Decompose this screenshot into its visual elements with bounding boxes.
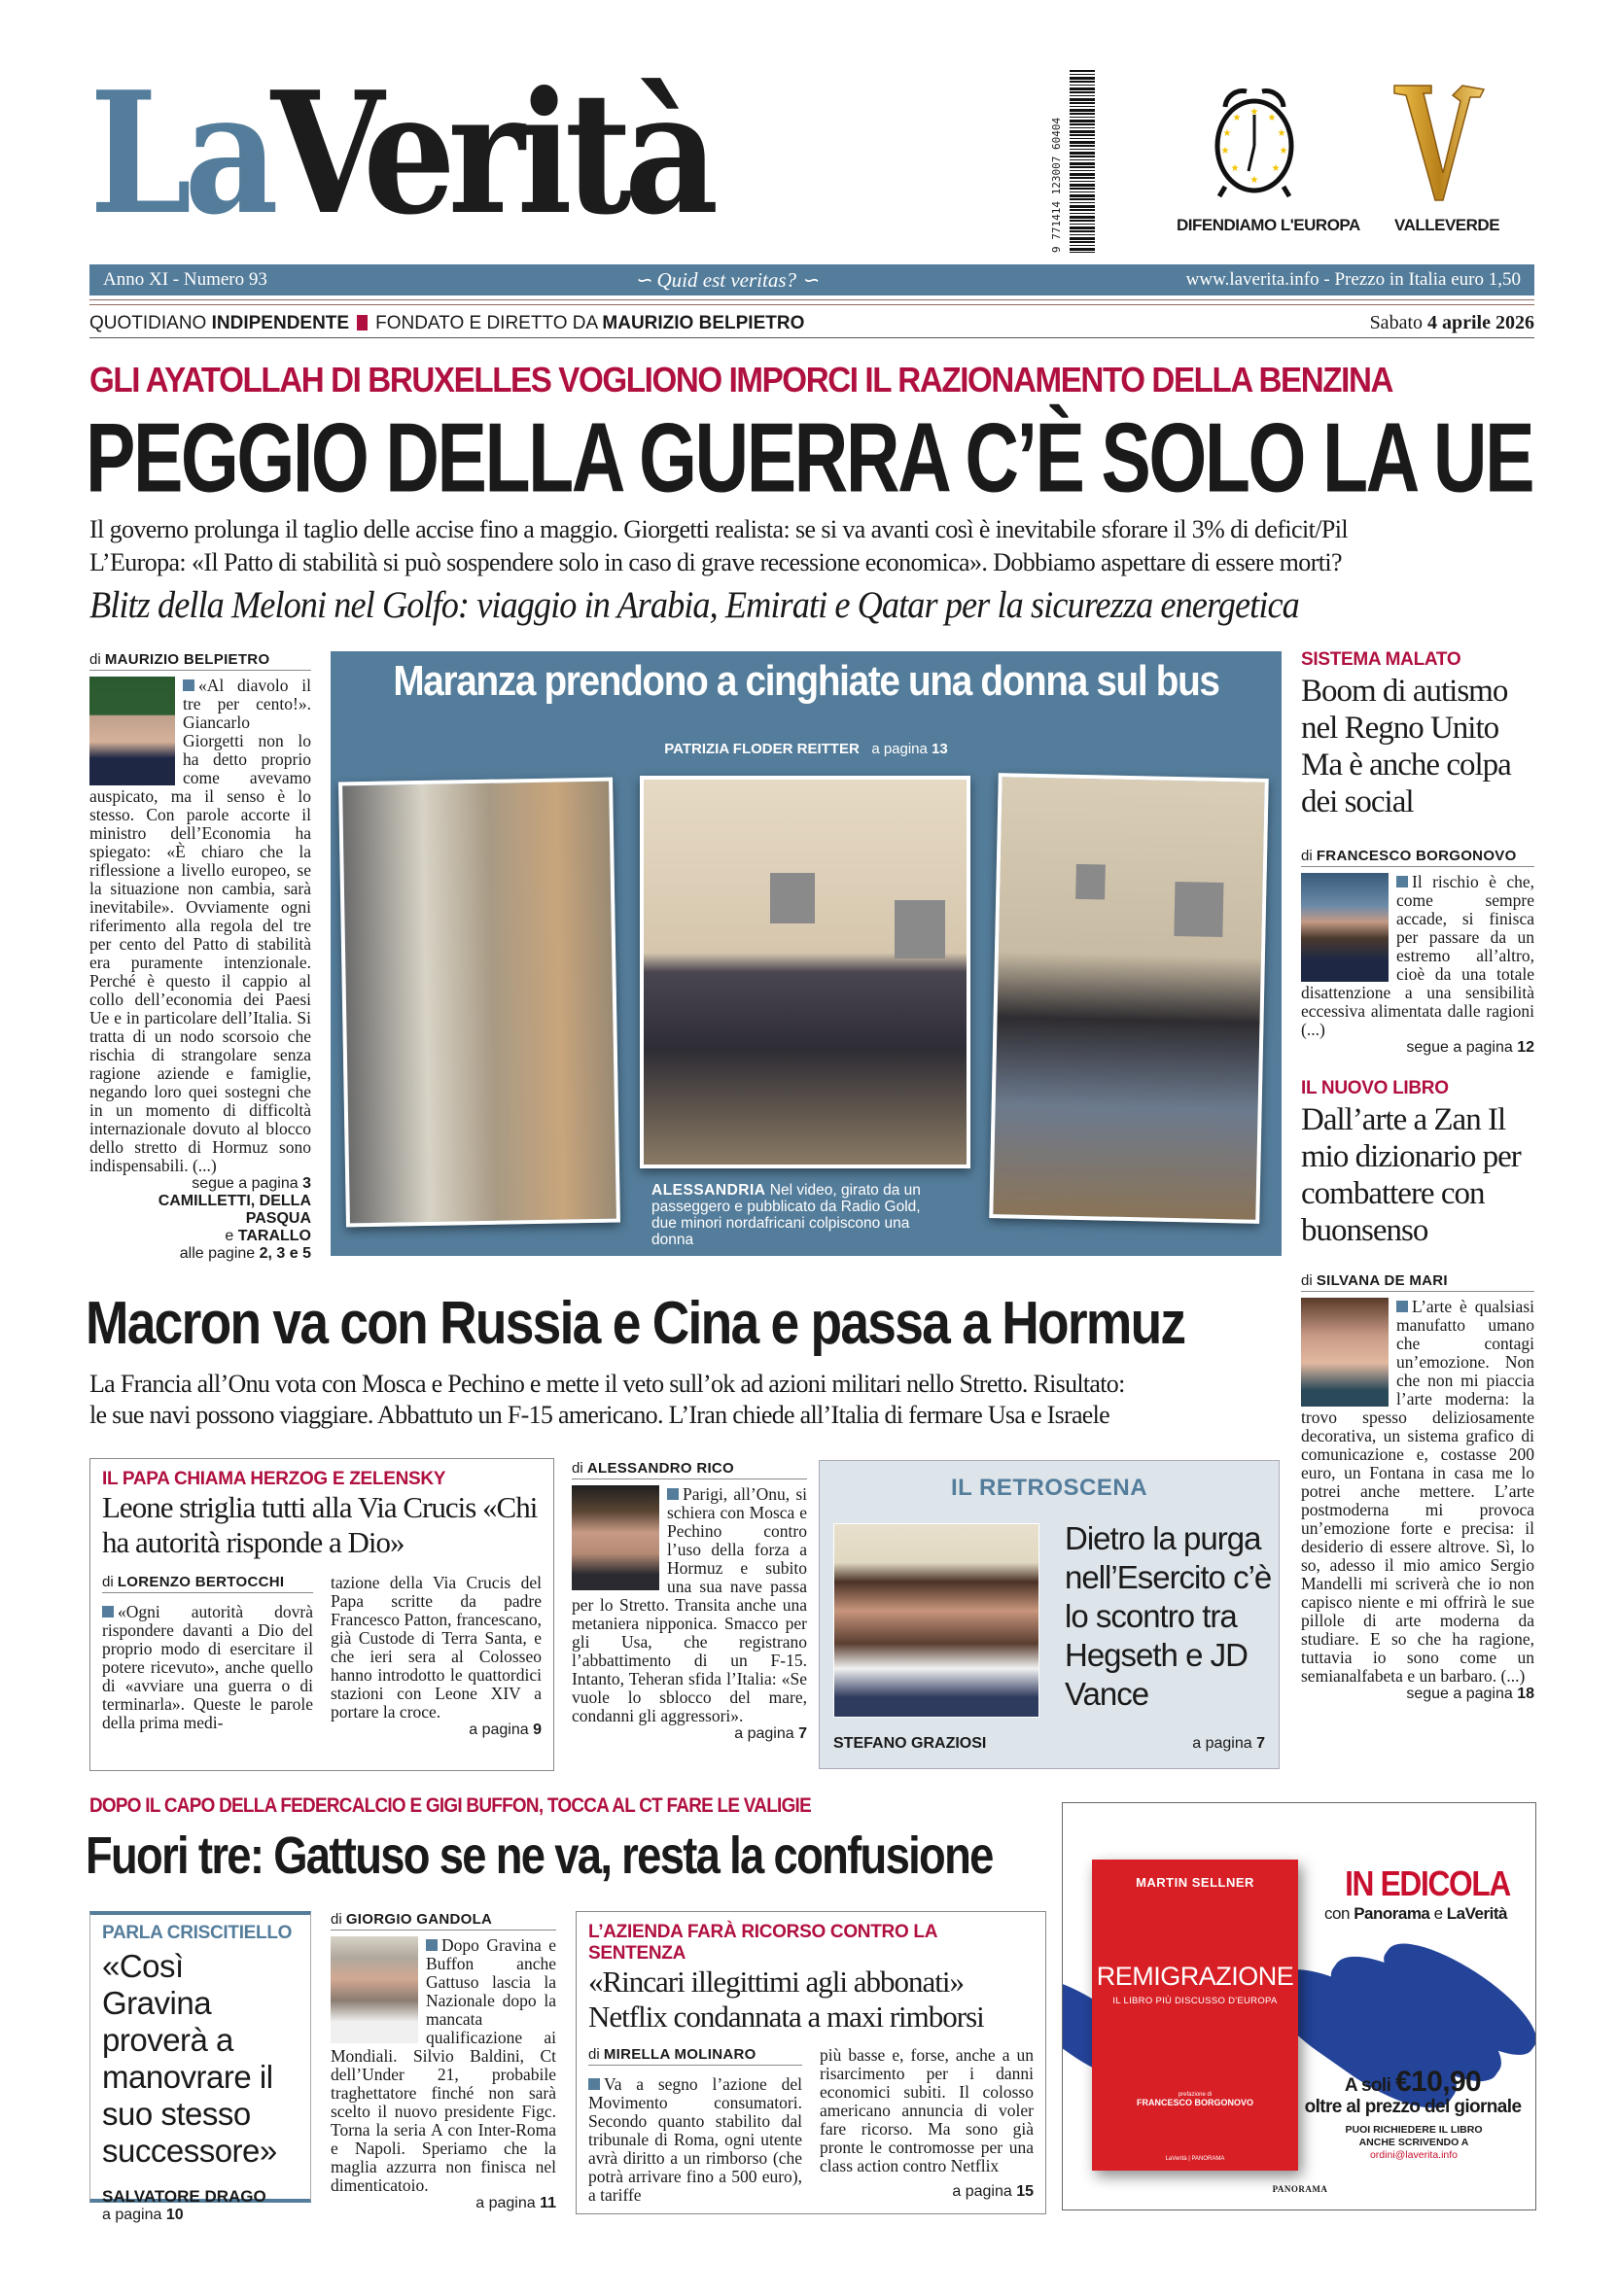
censor-box (1075, 864, 1106, 900)
masthead-subline (89, 309, 1534, 338)
svg-text:★: ★ (1277, 128, 1286, 139)
retroscena-box (819, 1460, 1280, 1769)
founder-line: QUOTIDIANO INDIPENDENTE FONDATO E DIRETTO DA MAURIZIO BELPIETRO (89, 312, 805, 333)
page-link[interactable]: a pagina 9 (469, 1722, 542, 1738)
article-body: Va a segno l’azione del Movimento consumatori. Secondo quanto stabilito dal tribunale di Roma, ogni utente avrà diritto a un rimborso (che potrà arrivare fino a 500 euro), a tariffe (588, 2074, 802, 2205)
criscitiello-box (89, 1911, 311, 2223)
svg-text:★: ★ (1249, 175, 1259, 186)
ad-headline: IN EDICOLA (1345, 1863, 1510, 1903)
page-link[interactable]: a pagina 10 (102, 2207, 184, 2223)
lead-headline[interactable]: PEGGIO DELLA GUERRA C’È SOLO LA UE (86, 401, 1533, 512)
author-photo (331, 1936, 418, 2043)
bullet-square-icon (1396, 1301, 1408, 1312)
crisc-kicker: PARLA CRISCITIELLO (102, 1923, 293, 1943)
book-headline[interactable]: Dall’arte a Zan Il mio dizionario per combattere con buonsenso (1301, 1102, 1521, 1248)
byline: di ALESSANDRO RICO (572, 1460, 807, 1479)
book-advertisement[interactable] (1062, 1802, 1536, 2210)
retroscena-headline[interactable]: Dietro la purga nell’Esercito c’è lo scontro tra Hegseth e JD Vance (1065, 1520, 1272, 1712)
video-frame-2 (640, 776, 970, 1168)
svg-text:★: ★ (1249, 107, 1259, 118)
bullet-square-icon (426, 1939, 438, 1951)
censor-box (895, 900, 945, 958)
photo-story-headline[interactable]: Maranza prendono a cinghiate una donna sul bus (393, 657, 1219, 705)
article-body: Il rischio è che, come sempre accade, si finisca per passare da un estremo all’altro, cioè da una totale disattenzione a una sensibilità eccessiva alimentata dalle ragioni (...) (1301, 872, 1534, 1039)
censor-box (1174, 882, 1223, 937)
censor-box (770, 873, 815, 923)
byline: di MAURIZIO BELPIETRO (89, 651, 311, 671)
netflix-headline[interactable]: «Rincari illegittimi agli abbonati» Netflix condannata a maxi rimborsi (588, 1965, 984, 2034)
right-column (1301, 649, 1534, 1703)
related-authors: CAMILLETTI, DELLA PASQUA e TARALLO alle pagine 2, 3 e 5 (89, 1193, 311, 1263)
masthead-info-bar (89, 264, 1534, 296)
lead-italic-subheadline: Blitz della Meloni nel Golfo: viaggio in Arabia, Emirati e Qatar per la sicurezza energetica (89, 584, 1299, 626)
issue-date: Sabato 4 aprile 2026 (1369, 312, 1534, 333)
lead-subheadline: Il governo prolunga il taglio delle accise fino a maggio. Giorgetti realista: se si va avanti così è inevitabile sforare il 3% di deficit/Pil L’Europa: «Il Patto di stabilità si può sospendere solo in caso di grave recessione economica». Dobbiamo aspettare di essere morti? (89, 515, 1348, 576)
autism-kicker: SISTEMA MALATO (1301, 649, 1461, 670)
svg-text:★: ★ (1230, 163, 1240, 174)
article-body: Parigi, all’Onu, si schiera con Mosca e Pechino contro l’uso della forza a Hormuz e subito una sua nave passa per lo Stretto. Transita anche una metaniera nipponica. Smacco per gli Usa, che registrano l’abbattimento di un F-15. Intanto, Teheran sfida l’Italia: «Se vuole lo sblocco del mare, condanni gli aggressori». (572, 1484, 807, 1725)
sport-kicker: DOPO IL CAPO DELLA FEDERCALCIO E GIGI BUFFON, TOCCA AL CT FARE LE VALIGIE (89, 1794, 811, 1817)
newspaper-logo (89, 55, 712, 253)
macron-headline[interactable]: Macron va con Russia e Cina e passa a Hormuz (86, 1290, 1185, 1357)
barcode-icon (1070, 70, 1095, 253)
article-body: L’arte è qualsiasi manufatto umano che contagi un’emozione. Non che non mi piaccia l’arte moderna: la trovo spesso deliziosamente decorativa, un sistema grafico di comunicazione e, costasse 200 euro, un Fontana in casa me lo potrei anche mettere. L’arte postmoderna mi provoca un’emozione forte e precisa: il desiderio di essere altrove. Sì, lo so, adesso il mio amico Sergio Mandelli mi scriverà che io non capisco niente e mi offrirà le sue pillole di arte moderna da studiare. E so che ha ragione, tuttavia io sono come un semianalfabeta e un barbaro. (...) (1301, 1297, 1534, 1686)
continue-link[interactable]: segue a pagina 3 (192, 1175, 311, 1192)
svg-text:★: ★ (1267, 113, 1277, 123)
continue-link[interactable]: segue a pagina 12 (1406, 1039, 1534, 1056)
alarm-clock-icon (1212, 82, 1297, 198)
barcode-number: 9 771414 123007 60404 (1050, 117, 1063, 253)
article-body: Dopo Gravina e Buffon anche Gattuso lascia la Nazionale dopo la mancata qualificazione ai Mondiali. Silvio Baldini, Ct dell’Under 21, probabile traghettatore finché non sarà scelto il nuovo presidente Figc. Torna la seria A con Inter-Roma e Napoli. Speriamo che la maglia azzurra non finisca nel dimenticatoio. (331, 1935, 556, 2195)
video-frame-3 (989, 773, 1269, 1224)
papa-article-box (89, 1458, 554, 1771)
divider (89, 299, 1534, 305)
editorial-column (89, 651, 311, 1263)
book-cover: MARTIN SELLNER REMIGRAZIONE IL LIBRO PIÙ DISCUSSO D'EUROPA prefazione di FRANCESCO BORGONOVO LaVerità | PANORAMA (1092, 1860, 1298, 2171)
crisc-author: SALVATORE DRAGO (102, 2187, 266, 2206)
author-photo (89, 677, 175, 785)
sport-headline[interactable]: Fuori tre: Gattuso se ne va, resta la confusione (86, 1826, 993, 1885)
papa-headline[interactable]: Leone striglia tutti alla Via Crucis «Chi ha autorità risponde a Dio» (102, 1490, 538, 1559)
byline: di FRANCESCO BORGONOVO (1301, 848, 1534, 867)
article-body-continued: più basse e, forse, anche a un risarcimento per i danni economici subiti. Il colosso americano annuncia di voler fare ricorso. Ma sono già pronte le contromosse per una class action contro Netflix (820, 2045, 1034, 2175)
valleverde-v-logo (1392, 80, 1486, 204)
page-link[interactable]: a pagina 7 (734, 1725, 807, 1742)
gandola-article (331, 1911, 556, 2212)
autism-headline[interactable]: Boom di autismo nel Regno Unito Ma è anche colpa dei social (1301, 674, 1511, 819)
macron-subheadline: La Francia all’Onu vota con Mosca e Pechino e mette il veto sull’ok ad azioni militari nello Stretto. Risultato: le sue navi possono viaggiare. Abbattuto un F-15 americano. L’Iran chiede all’Italia di fermare Usa e Israele (89, 1370, 1125, 1429)
author-photo (1301, 1298, 1389, 1407)
sponsor-label: VALLEVERDE (1394, 216, 1500, 234)
continue-link[interactable]: segue a pagina 18 (1406, 1686, 1534, 1702)
retroscena-author: STEFANO GRAZIOSI (833, 1735, 987, 1752)
book-kicker: IL NUOVO LIBRO (1301, 1078, 1449, 1098)
bullet-square-icon (1396, 876, 1408, 887)
ad-partners: con Panorama e LaVerità (1324, 1904, 1507, 1923)
netflix-kicker: L’AZIENDA FARÀ RICORSO CONTRO LA SENTENZA (588, 1922, 937, 1964)
svg-text:★: ★ (1271, 163, 1281, 174)
ad-order-info: PUOI RICHIEDERE IL LIBRO ANCHE SCRIVENDO A ordini@laverita.info (1312, 2124, 1516, 2162)
papa-kicker: IL PAPA CHIAMA HERZOG E ZELENSKY (102, 1469, 446, 1489)
related-pages-link[interactable]: alle pagine 2, 3 e 5 (179, 1245, 311, 1262)
bullet-square-icon (588, 2078, 600, 2090)
bullet-square-icon (183, 679, 194, 691)
netflix-article-box (576, 1911, 1046, 2214)
clock-label: DIFENDIAMO L'EUROPA (1177, 216, 1360, 234)
svg-text:★: ★ (1222, 128, 1232, 139)
rico-article (572, 1460, 807, 1743)
article-body-continued: tazione della Via Crucis del Papa scritte da padre Francesco Patton, francescano, già Custode di Terra Santa, e che ieri sera al Colosseo hanno introdotto le quattordici stazioni con Leone XIV a portare la croce. (331, 1573, 542, 1722)
photo-story-panel (331, 651, 1282, 1256)
logo-la: La (89, 55, 271, 253)
lead-kicker: GLI AYATOLLAH DI BRUXELLES VOGLIONO IMPORCI IL RAZIONAMENTO DELLA BENZINA (89, 360, 1393, 400)
byline: di GIORGIO GANDOLA (331, 1911, 556, 1931)
logo-verita: Verità (270, 55, 712, 253)
crisc-quote[interactable]: «Così Gravina proverà a manovrare il suo stesso successore» (102, 1948, 277, 2169)
website-price[interactable]: www.laverita.info - Prezzo in Italia euro 1,50 (1185, 269, 1521, 290)
red-square-icon (357, 315, 368, 330)
svg-text:★: ★ (1232, 113, 1242, 123)
article-body: «Al diavolo il tre per cento!». Giancarlo Giorgetti non lo ha detto proprio come avevamo auspicato, ma il senso è lo stesso. Con parole accorte il ministro dell’Economia ha spiegato: «È chiaro che la riflessione a livello europeo, se la situazione non cambia, sarà inevitabile». Ovviamente ogni riferimento alla regola del tre per cento del Patto di stabilità era puramente intenzionale. Perché è questo il cappio al collo dell’economia dei Paesi Ue e in particolare dell’Italia. Si tratta di un nodo scorsoio che rischia di strangolare senza ragione aziende e famiglie, negando loro quei sostegni che in un momento di difficoltà internazionale dovuto al blocco dello stretto di Hormuz sono indispensabili. (...) (89, 676, 311, 1175)
retroscena-kicker: IL RETROSCENA (950, 1475, 1148, 1501)
photo-caption: ALESSANDRIA Nel video, girato da un passeggero e pubblicato da Radio Gold, due minori nordafricani colpiscono una donna (651, 1182, 921, 1248)
photo-story-credit: PATRIZIA FLODER REITTER a pagina 13 (664, 741, 948, 757)
byline: di SILVANA DE MARI (1301, 1272, 1534, 1292)
page-link[interactable]: a pagina 11 (475, 2195, 556, 2211)
order-email-link[interactable]: ordini@laverita.info (1369, 2149, 1459, 2161)
svg-text:★: ★ (1279, 146, 1288, 157)
author-photo (572, 1485, 659, 1590)
panorama-brand: PANORAMA (1272, 2184, 1328, 2194)
article-body: «Ogni autorità dovrà rispondere davanti a Dio del proprio modo di esercitare il potere ricevuto», anche quello di «avviare una guerra o di terminarla». Queste le parole della prima medi- (102, 1602, 313, 1732)
bullet-square-icon (667, 1488, 679, 1500)
video-frame-1 (338, 778, 620, 1228)
issue-number: Anno XI - Numero 93 (103, 269, 267, 290)
author-photo (1301, 873, 1389, 982)
byline: di LORENZO BERTOCCHI (102, 1574, 313, 1593)
byline: di MIRELLA MOLINARO (588, 2046, 802, 2066)
page-link[interactable]: a pagina 15 (952, 2183, 1034, 2200)
bullet-square-icon (102, 1606, 114, 1618)
svg-text:★: ★ (1220, 146, 1230, 157)
page-link[interactable]: a pagina 7 (1192, 1735, 1265, 1752)
ad-price: A soli €10,90 oltre al prezzo del giornale (1304, 2066, 1522, 2117)
motto: ∽ Quid est veritas? ∽ (634, 267, 819, 292)
vance-photo (833, 1523, 1039, 1718)
